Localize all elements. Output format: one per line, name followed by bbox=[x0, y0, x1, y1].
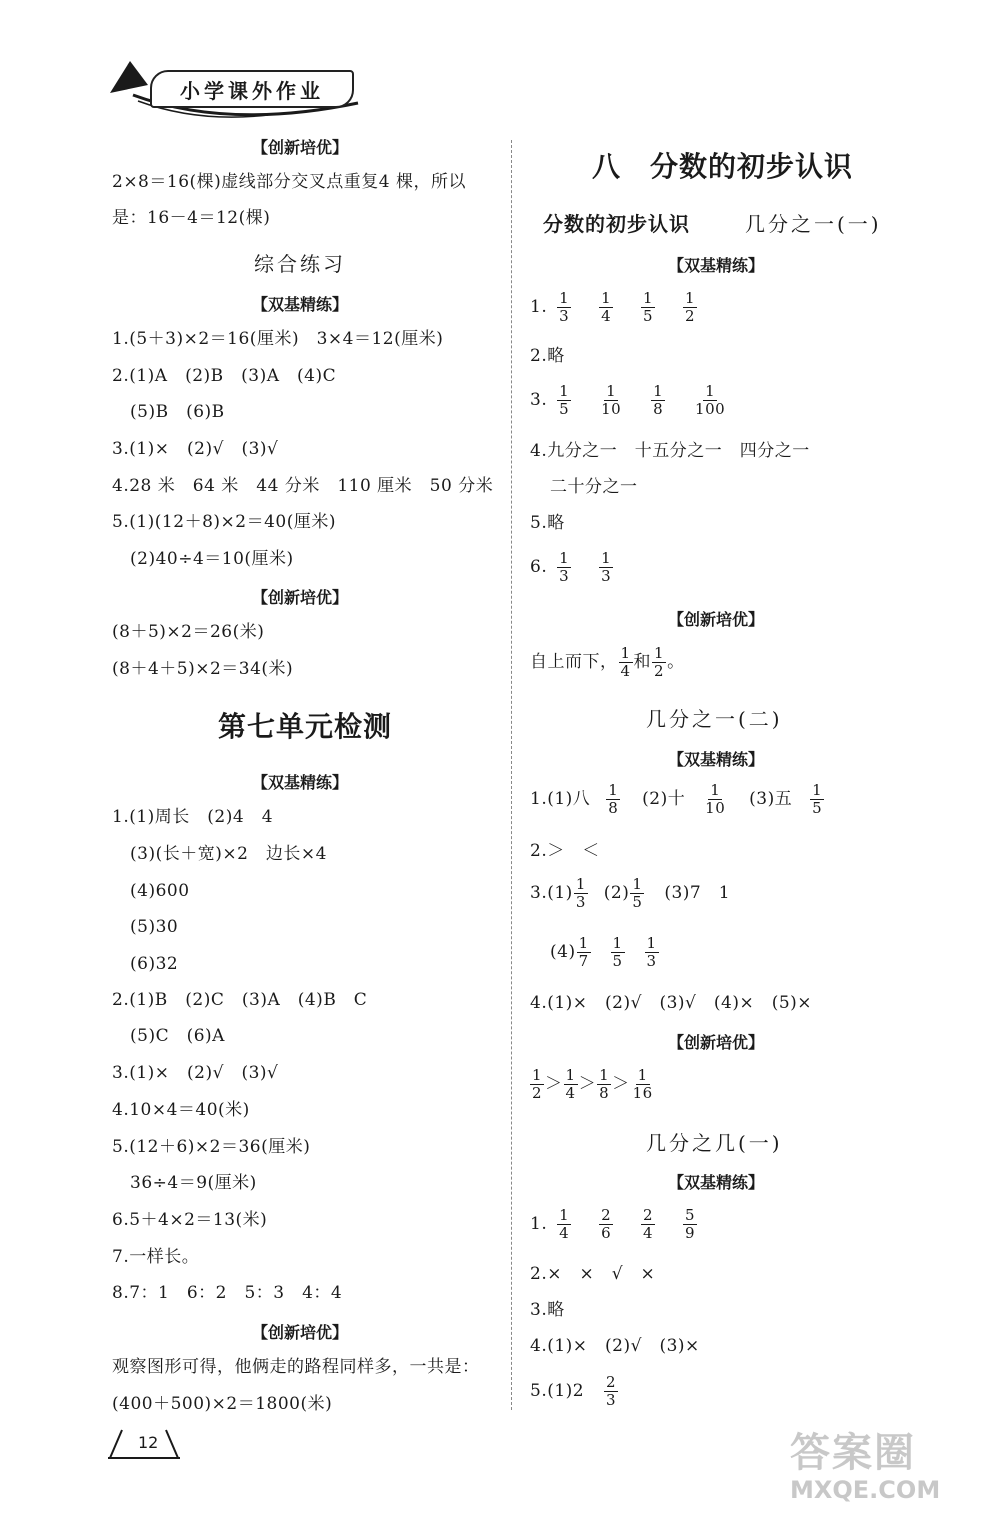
text-line: 1.(1)周长 (2)4 4 bbox=[112, 807, 274, 827]
text-line: 8.7：1 6：2 5：3 4：4 bbox=[112, 1283, 343, 1303]
tag-shuangji: 【双基精练】 bbox=[252, 773, 349, 792]
text-line: (5)C (6)A bbox=[130, 1026, 225, 1046]
subsection-heading: 分数的初步认识 bbox=[543, 212, 690, 236]
item-num: 1. bbox=[530, 1214, 548, 1234]
text-line: 5.(12＋6)×2＝36(厘米) bbox=[112, 1137, 311, 1157]
text-line: 5.(1)(12＋8)×2＝40(厘米) bbox=[112, 512, 336, 532]
fraction: $\frac{1}{2}$ bbox=[685, 289, 696, 325]
fraction: $\frac{1}{5}$ bbox=[643, 289, 654, 325]
fraction: $\frac{1}{3}$ bbox=[646, 934, 657, 970]
tag-chuangxin: 【创新培优】 bbox=[252, 138, 349, 157]
answer-line bbox=[530, 550, 617, 585]
text-line: 2.(1)A (2)B (3)A (4)C bbox=[112, 366, 337, 386]
text: 自上而下， bbox=[530, 652, 618, 672]
fraction: $\frac{1}{3}$ bbox=[559, 549, 570, 585]
text: (2)十 bbox=[642, 789, 686, 809]
column-divider bbox=[511, 140, 512, 1410]
item-num: 1. bbox=[530, 297, 548, 317]
fraction: $\frac{1}{5}$ bbox=[632, 875, 643, 911]
watermark-url: MXQE.COM bbox=[790, 1476, 941, 1504]
fraction: $\frac{1}{2}$ bbox=[654, 644, 665, 680]
fraction: $\frac{1}{8}$ bbox=[608, 781, 619, 817]
text-line: 4.九分之一 十五分之一 四分之一 bbox=[530, 441, 810, 461]
book-title: 小学课外作业 bbox=[150, 70, 354, 108]
text-line: 3.(1)× (2)√ (3)√ bbox=[112, 439, 279, 459]
answer-line bbox=[550, 935, 659, 970]
text-line: 2×8＝16(棵)虚线部分交叉点重复4 棵，所以 bbox=[112, 172, 466, 192]
watermark-title: 答案圈 bbox=[790, 1430, 916, 1476]
text-line: 2.× × √ × bbox=[530, 1264, 656, 1284]
text: (3)7 1 bbox=[664, 883, 731, 903]
text-line: 2.＞ ＜ bbox=[530, 841, 600, 861]
text-line: 4.(1)× (2)√ (3)× bbox=[530, 1336, 700, 1356]
fraction: $\frac{1}{4}$ bbox=[601, 289, 612, 325]
answer-line bbox=[530, 876, 730, 911]
fraction: $\frac{1}{5}$ bbox=[812, 781, 823, 817]
fraction: $\frac{1}{5}$ bbox=[612, 934, 623, 970]
text-line: (6)32 bbox=[130, 954, 179, 974]
text-line: (4)600 bbox=[130, 881, 190, 901]
text-line: 观察图形可得，他俩走的路程同样多，一共是： bbox=[112, 1357, 480, 1377]
answer-line bbox=[530, 383, 731, 418]
answer-line bbox=[530, 1067, 656, 1102]
text-line: 二十分之一 bbox=[550, 477, 638, 497]
text: (4) bbox=[550, 942, 576, 962]
text-line: 1.(5＋3)×2＝16(厘米) 3×4＝12(厘米) bbox=[112, 329, 444, 349]
answer-line bbox=[530, 290, 701, 325]
tag-chuangxin: 【创新培优】 bbox=[252, 588, 349, 607]
fraction: $\frac{1}{3}$ bbox=[575, 875, 586, 911]
text-line: 是：16－4＝12(棵) bbox=[112, 208, 271, 228]
answer-line bbox=[530, 782, 824, 817]
greater-sign: ＞ bbox=[578, 1074, 597, 1094]
fraction: $\frac{1}{8}$ bbox=[599, 1066, 610, 1102]
text-line: (400＋500)×2＝1800(米) bbox=[112, 1394, 333, 1414]
answer-line bbox=[530, 1374, 618, 1409]
text-line: (5)B (6)B bbox=[130, 402, 225, 422]
fraction: $\frac{2}{6}$ bbox=[601, 1206, 612, 1242]
text-line: 2.(1)B (2)C (3)A (4)B C bbox=[112, 990, 368, 1010]
text-line: 7.一样长。 bbox=[112, 1247, 200, 1267]
unit-heading: 第七单元检测 bbox=[218, 710, 393, 743]
fraction: $\frac{1}{10}$ bbox=[601, 382, 622, 418]
fraction: $\frac{5}{9}$ bbox=[685, 1206, 696, 1242]
text-line: 3.(1)× (2)√ (3)√ bbox=[112, 1063, 279, 1083]
text-line: 4.28 米 64 米 44 分米 110 厘米 50 分米 bbox=[112, 476, 494, 496]
page-number: 12 bbox=[138, 1433, 159, 1452]
section-heading: 综合练习 bbox=[254, 252, 346, 276]
text-line: (3)(长＋宽)×2 边长×4 bbox=[130, 844, 327, 864]
item-num: 6. bbox=[530, 557, 548, 577]
text-line: 6.5＋4×2＝13(米) bbox=[112, 1210, 268, 1230]
tag-shuangji: 【双基精练】 bbox=[668, 750, 765, 769]
subsection-heading: 几分之一(二) bbox=[646, 707, 783, 731]
tag-chuangxin: 【创新培优】 bbox=[252, 1323, 349, 1342]
text-line: 2.略 bbox=[530, 346, 565, 366]
fraction: $\frac{2}{4}$ bbox=[643, 1206, 654, 1242]
fraction: $\frac{1}{100}$ bbox=[695, 382, 726, 418]
tag-chuangxin: 【创新培优】 bbox=[668, 1033, 765, 1052]
text-line: (2)40÷4＝10(厘米) bbox=[130, 549, 294, 569]
text-line: 4.(1)× (2)√ (3)√ (4)× (5)× bbox=[530, 993, 813, 1013]
text-line: 4.10×4＝40(米) bbox=[112, 1100, 250, 1120]
text-line: 5.略 bbox=[530, 513, 565, 533]
tag-shuangji: 【双基精练】 bbox=[252, 295, 349, 314]
fraction: $\frac{1}{3}$ bbox=[559, 289, 570, 325]
text: (3)五 bbox=[749, 789, 793, 809]
item-num: 3. bbox=[530, 390, 548, 410]
text-line: (5)30 bbox=[130, 917, 179, 937]
fraction: $\frac{1}{2}$ bbox=[532, 1066, 543, 1102]
fraction: $\frac{1}{5}$ bbox=[559, 382, 570, 418]
text-line: (8＋5)×2＝26(米) bbox=[112, 622, 265, 642]
text: 5.(1)2 bbox=[530, 1381, 585, 1401]
fraction: $\frac{1}{4}$ bbox=[559, 1206, 570, 1242]
greater-sign: ＞ bbox=[545, 1074, 563, 1094]
answer-line bbox=[530, 1207, 701, 1242]
text: 1.(1)八 bbox=[530, 789, 591, 809]
chapter-heading: 八 分数的初步认识 bbox=[592, 150, 854, 183]
subsection-heading: 几分之一(一) bbox=[745, 212, 882, 236]
text: 3.(1) bbox=[530, 883, 573, 903]
fraction: $\frac{1}{4}$ bbox=[620, 644, 631, 680]
greater-sign: ＞ bbox=[612, 1074, 630, 1094]
fraction: $\frac{1}{16}$ bbox=[632, 1066, 653, 1102]
text-line: 36÷4＝9(厘米) bbox=[130, 1173, 257, 1193]
fraction: $\frac{1}{3}$ bbox=[601, 549, 612, 585]
tag-chuangxin: 【创新培优】 bbox=[668, 610, 765, 629]
fraction: $\frac{2}{3}$ bbox=[606, 1373, 617, 1409]
fraction: $\frac{1}{4}$ bbox=[565, 1066, 576, 1102]
text: 。 bbox=[667, 652, 685, 672]
subsection-heading: 几分之几(一) bbox=[646, 1131, 783, 1155]
text-line: (8＋4＋5)×2＝34(米) bbox=[112, 659, 294, 679]
text-line: 3.略 bbox=[530, 1300, 565, 1320]
text: 和 bbox=[633, 652, 652, 672]
tag-shuangji: 【双基精练】 bbox=[668, 256, 765, 275]
text: (2) bbox=[603, 883, 630, 903]
fraction: $\frac{1}{8}$ bbox=[653, 382, 664, 418]
fraction: $\frac{1}{7}$ bbox=[578, 934, 589, 970]
fraction: $\frac{1}{10}$ bbox=[705, 781, 726, 817]
watermark bbox=[790, 1430, 990, 1504]
answer-line bbox=[530, 645, 685, 680]
tag-shuangji: 【双基精练】 bbox=[668, 1173, 765, 1192]
